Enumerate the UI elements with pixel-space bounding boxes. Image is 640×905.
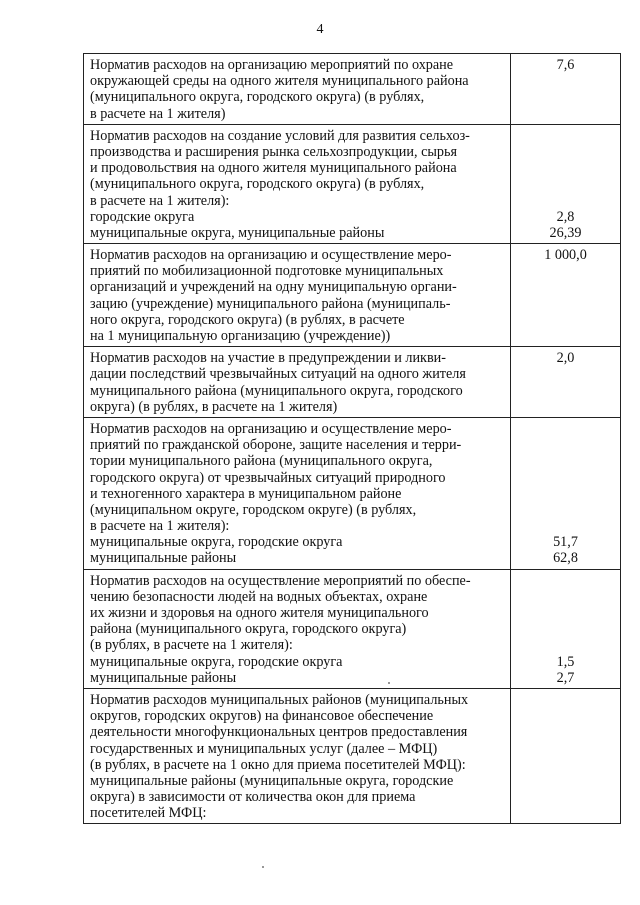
norm-description-cell — [84, 54, 511, 125]
norm-description-line: Норматив расходов на организацию и осуществление меро- — [90, 420, 452, 437]
page-number: 4 — [316, 22, 324, 37]
scan-speck — [262, 866, 264, 868]
norm-description-line: Норматив расходов муниципальных районов (муниципальных — [90, 691, 469, 708]
value-spacer — [511, 437, 620, 453]
norm-description-cell — [84, 124, 511, 243]
norm-value: 2,8 — [556, 208, 575, 225]
table-row — [84, 417, 621, 569]
value-spacer — [511, 486, 620, 502]
norm-description-cell — [84, 569, 511, 688]
value-spacer — [511, 421, 620, 437]
norm-description-line: чению безопасности людей на водных объектах, охране — [90, 588, 428, 605]
norm-description-line: и техногенного характера в муниципальном районе — [90, 485, 402, 502]
norm-description-line: округа) в зависимости от количества окон для приема — [90, 789, 416, 806]
norm-value-cell — [511, 417, 621, 569]
value-spacer — [511, 605, 620, 621]
norm-description-line: в расчете на 1 жителя): — [90, 518, 230, 535]
norm-description-line: муниципальные округа, городские округа — [90, 534, 343, 551]
norm-value-cell — [511, 347, 621, 418]
value-spacer — [511, 176, 620, 192]
norm-description-line: организаций и учреждений на одну муниципальную органи- — [90, 279, 457, 296]
norm-value: 1 000,0 — [544, 247, 587, 264]
value-spacer — [511, 144, 620, 160]
norm-description-line: деятельности многофункциональных центров предоставления — [90, 724, 468, 741]
norm-description-line: ного округа, городского округа) (в рублях, в расчете — [90, 311, 405, 328]
norm-description-line: района (муниципального округа, городского округа) — [90, 621, 407, 638]
table-row — [84, 347, 621, 418]
norm-value: 2,7 — [556, 669, 575, 686]
norm-description-line: муниципальные округа, муниципальные районы — [90, 224, 385, 241]
value-spacer — [511, 453, 620, 469]
norm-value-cell — [511, 569, 621, 688]
norm-description-line: в расчете на 1 жителя) — [90, 105, 226, 122]
norm-description-line: муниципальные районы — [90, 669, 237, 686]
norm-description-cell — [84, 244, 511, 347]
table-row — [84, 244, 621, 347]
norm-description-line: в расчете на 1 жителя): — [90, 192, 230, 209]
norm-description-line: тории муниципального района (муниципального округа, — [90, 453, 433, 470]
norm-description-line: (муниципального округа, городского округа) (в рублях, — [90, 89, 425, 106]
table-row — [84, 54, 621, 125]
norm-description-line: округа) (в рублях, в расчете на 1 жителя) — [90, 398, 338, 415]
norm-description-line: их жизни и здоровья на одного жителя муниципального — [90, 605, 429, 621]
norm-value-cell — [511, 244, 621, 347]
norm-description-line: производства и расширения рынка сельхозпродукции, сырья — [90, 143, 458, 160]
norm-description-line: округов, городских округов) на финансовое обеспечение — [90, 708, 434, 725]
norm-description-line: (в рублях, в расчете на 1 окно для приема посетителей МФЦ): — [90, 756, 466, 773]
norm-description-line: окружающей среды на одного жителя муниципального района — [90, 73, 469, 90]
norm-description-cell — [84, 688, 511, 824]
value-spacer — [511, 160, 620, 176]
norm-description-line: Норматив расходов на организацию и осуществление меро- — [90, 247, 452, 264]
norm-description-line: Норматив расходов на организацию мероприятий по охране — [90, 57, 454, 73]
value-spacer — [511, 128, 620, 144]
value-spacer — [511, 470, 620, 486]
norm-description-cell — [84, 347, 511, 418]
norm-description-line: государственных и муниципальных услуг (далее – МФЦ) — [90, 740, 438, 757]
norm-description-line: и продовольствия на одного жителя муниципального района — [90, 160, 457, 177]
norm-description-line: муниципальные округа, городские округа — [90, 653, 343, 670]
value-spacer — [511, 589, 620, 605]
value-spacer — [511, 502, 620, 518]
value-spacer — [511, 193, 620, 209]
norm-value: 62,8 — [553, 550, 578, 567]
table-row — [84, 124, 621, 243]
norm-description-line: Норматив расходов на осуществление мероприятий по обеспе- — [90, 572, 471, 589]
norm-value: 51,7 — [553, 534, 578, 551]
norm-value-cell — [511, 688, 621, 824]
value-spacer — [511, 573, 620, 589]
norm-description-line: городские округа — [90, 208, 195, 225]
norm-description-line: дации последствий чрезвычайных ситуаций на одного жителя — [90, 366, 466, 383]
value-spacer — [511, 621, 620, 637]
norm-description-line: зацию (учреждение) муниципального района (муниципаль- — [90, 295, 451, 312]
norm-description-line: на 1 муниципальную организацию (учреждение)) — [90, 328, 391, 344]
norm-description-line: городского округа) от чрезвычайных ситуаций природного — [90, 469, 446, 486]
norm-value: 7,6 — [556, 57, 575, 73]
norm-description-line: муниципальные районы (муниципальные округа, городские — [90, 772, 454, 789]
norm-description-line: посетителей МФЦ: — [90, 805, 207, 822]
norm-value: 2,0 — [556, 350, 575, 367]
norm-description-line: Норматив расходов на участие в предупреждении и ликви- — [90, 350, 446, 367]
norm-description-line: Норматив расходов на создание условий для развития сельхоз- — [90, 127, 470, 144]
norm-value-cell — [511, 54, 621, 125]
norm-description-line: муниципальные районы — [90, 550, 237, 567]
norm-description-line: (в рублях, в расчете на 1 жителя): — [90, 637, 293, 654]
norm-description-cell — [84, 417, 511, 569]
norm-description-line: приятий по мобилизационной подготовке муниципальных — [90, 263, 444, 280]
value-spacer — [511, 637, 620, 653]
norm-value-cell — [511, 124, 621, 243]
norm-value: 26,39 — [549, 224, 582, 241]
norm-description-line: (муниципальном округе, городском округе) (в рублях, — [90, 501, 417, 518]
norm-value: 1,5 — [556, 653, 575, 670]
table-row — [84, 688, 621, 824]
norm-description-line: муниципального района (муниципального округа, городского — [90, 382, 463, 399]
norms-table — [83, 53, 621, 824]
norm-description-line: (муниципального округа, городского округа) (в рублях, — [90, 176, 425, 193]
table-row — [84, 569, 621, 688]
norm-description-line: приятий по гражданской обороне, защите населения и терри- — [90, 437, 462, 454]
value-spacer — [511, 518, 620, 534]
scan-speck — [388, 682, 390, 684]
norms-table-body — [84, 54, 621, 824]
